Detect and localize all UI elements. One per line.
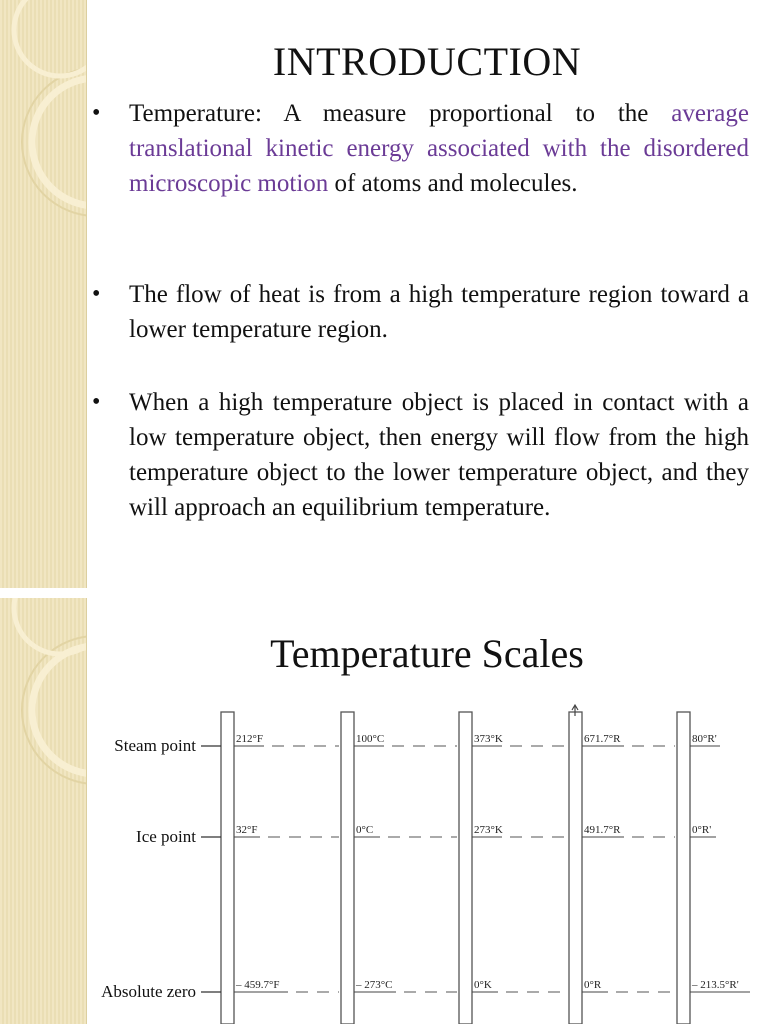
scale-value: 0°C — [356, 824, 374, 836]
scale-value: 80°R' — [692, 733, 717, 745]
page-title: Temperature Scales — [270, 631, 584, 676]
scale-value: 100°C — [356, 733, 385, 745]
scale-column — [221, 712, 234, 1024]
bullet-tail: of atoms and molecules. — [328, 170, 578, 197]
scale-value: 0°R — [584, 979, 602, 991]
slide-gap — [0, 588, 768, 598]
bullet-dot: • — [92, 389, 101, 415]
scale-value: 273°K — [474, 824, 503, 836]
scale-column — [677, 712, 690, 1024]
slide-temperature-scales — [0, 598, 768, 1024]
scale-value: 32°F — [236, 824, 258, 836]
swirl-ornament-icon — [0, 0, 86, 588]
bullet-dot: • — [92, 100, 101, 126]
scale-column — [569, 712, 582, 1024]
bullet-text — [129, 96, 749, 201]
temperature-scales-diagram — [0, 598, 768, 1024]
scale-value: 0°K — [474, 979, 492, 991]
scale-value: 491.7°R — [584, 824, 621, 836]
scale-value: 373°K — [474, 733, 503, 745]
scale-value: – 213.5°R' — [692, 979, 739, 991]
arrow-icon — [572, 705, 578, 716]
scale-value: 0°R' — [692, 824, 712, 836]
page-title: INTRODUCTION — [272, 39, 582, 84]
scale-column — [459, 712, 472, 1024]
scale-value: – 459.7°F — [236, 979, 280, 991]
row-label: Absolute zero — [101, 982, 196, 1001]
bullet-text: When a high temperature object is placed in contact with a low temperature object, then energy will flow from the high temperature object to the lower temperature object, and they will approach an equilibrium temperature. — [129, 389, 749, 521]
bullet-highlight: average translational kinetic energy associated with the disordered microscopic motion — [129, 100, 749, 197]
bullet-lead: Temperature: A measure proportional to the — [129, 100, 672, 127]
band-divider — [86, 0, 87, 588]
scale-value: 212°F — [236, 733, 264, 745]
row-label: Steam point — [114, 736, 196, 755]
decorative-band — [0, 0, 86, 588]
scale-value: 671.7°R — [584, 733, 621, 745]
bullet-text: The flow of heat is from a high temperature region toward a lower temperature region. — [129, 281, 749, 343]
scale-column — [341, 712, 354, 1024]
bullet-dot: • — [92, 281, 101, 307]
row-label: Ice point — [136, 827, 196, 846]
scale-value: – 273°C — [356, 979, 393, 991]
